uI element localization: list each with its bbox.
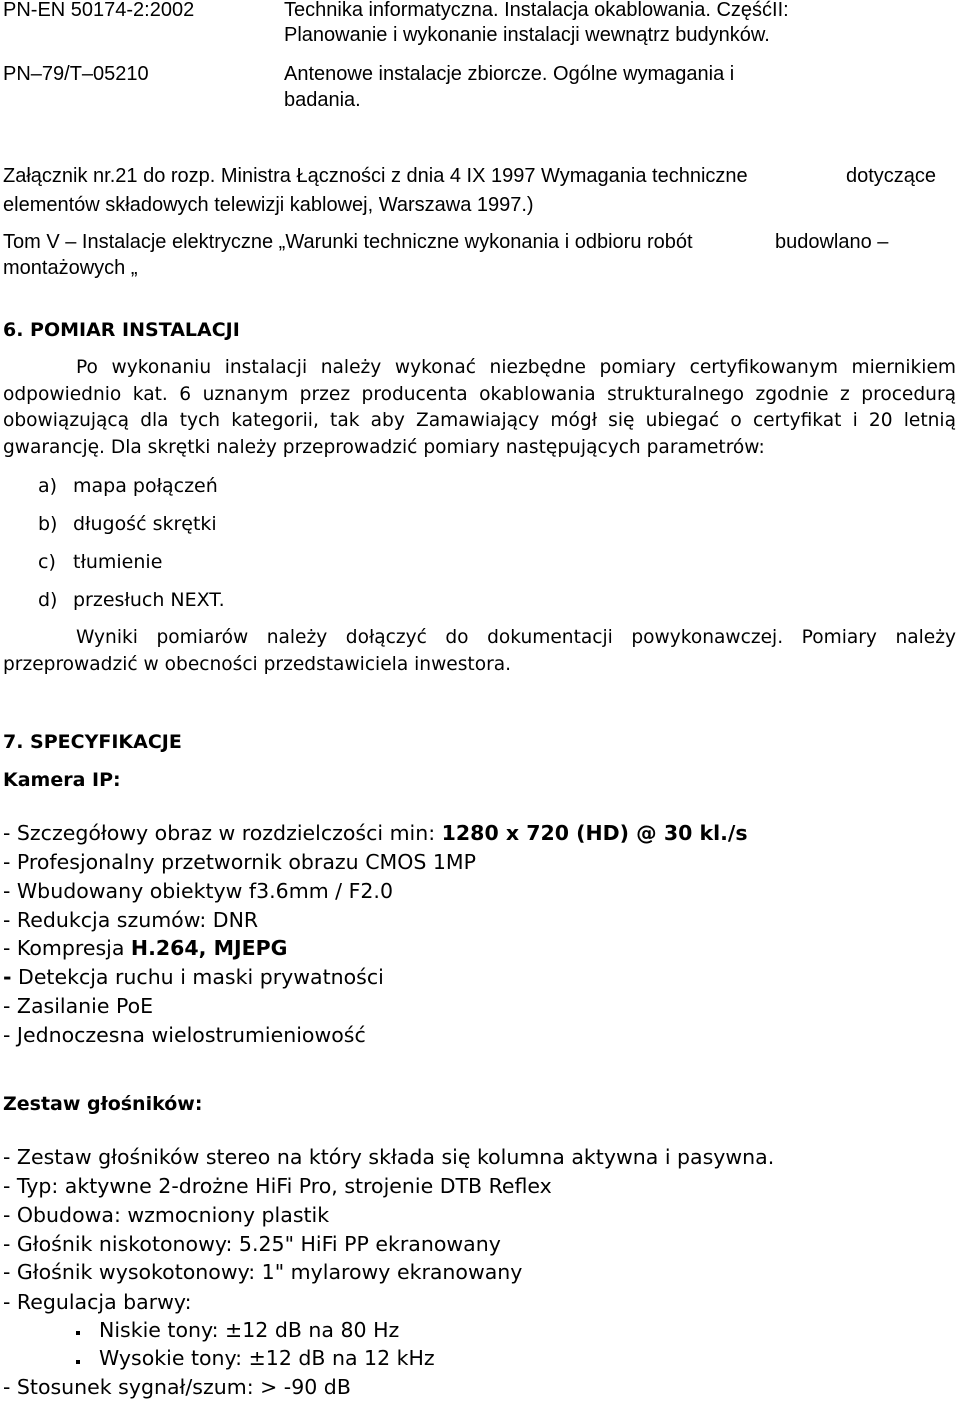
camera-spec-text: - Szczegółowy obraz w rozdzielczości min:: [3, 821, 442, 845]
norm-code-2: PN–79/T–05210: [3, 63, 149, 85]
speakers-spec-enclosure: - Obudowa: wzmocniony plastik: [3, 1203, 330, 1227]
annex-line-2: elementów składowych telewizji kablowej, Warszawa 1997.): [3, 194, 534, 216]
camera-spec-power: - Zasilanie PoE: [3, 994, 154, 1018]
speakers-heading: Zestaw głośników:: [3, 1093, 203, 1115]
camera-spec-dash: -: [3, 965, 12, 989]
list-letter: d): [38, 589, 58, 611]
camera-spec-compression: [3, 934, 287, 963]
list-letter: b): [38, 513, 58, 535]
list-letter: a): [38, 475, 58, 497]
bullet-icon: [76, 1331, 80, 1335]
section-6-closing: Wyniki pomiarów należy dołączyć do dokumentacji powykonawczej. Pomiary należy przeprowadzić w obecności przedstawiciela inwestora.: [3, 627, 956, 675]
camera-spec-bold: H.264, MJEPG: [130, 936, 288, 960]
camera-spec-streams: - Jednoczesna wielostrumieniowość: [3, 1023, 366, 1047]
camera-heading: Kamera IP:: [3, 769, 121, 791]
annex-line-1-right: dotyczące: [846, 165, 937, 187]
list-item: [38, 472, 218, 501]
list-text: mapa połączeń: [73, 475, 218, 497]
norm-title-1-line-2: Planowanie i wykonanie instalacji wewnątrz budynków.: [284, 24, 770, 46]
camera-spec-text: Detekcja ruchu i maski prywatności: [11, 965, 384, 989]
camera-spec-motion: [3, 963, 384, 992]
speakers-spec-type: - Typ: aktywne 2-drożne HiFi Pro, strojenie DTB Reflex: [3, 1174, 552, 1198]
list-text: tłumienie: [73, 551, 163, 573]
norm-title-1-line-1: Technika informatyczna. Instalacja okablowania. CzęśćII:: [284, 0, 789, 21]
tom-line-1: Tom V – Instalacje elektryczne „Warunki techniczne wykonania i odbioru robót: [3, 231, 693, 253]
tom-line-1-right: budowlano –: [775, 231, 889, 253]
list-text: długość skrętki: [73, 513, 217, 535]
speakers-spec-set: - Zestaw głośników stereo na który składa się kolumna aktywna i pasywna.: [3, 1145, 775, 1169]
speakers-spec-woofer: - Głośnik niskotonowy: 5.25" HiFi PP ekranowany: [3, 1232, 501, 1256]
tom-line-2: montażowych „: [3, 257, 138, 279]
norm-title-2-line-2: badania.: [284, 89, 361, 111]
section-6-paragraph: Po wykonaniu instalacji należy wykonać niezbędne pomiary certyfikowanym miernikiem odpowiednio kat. 6 uznanym przez producenta okablowania strukturalnego zgodnie z procedurą obowiązującą dla tych kategorii, tak aby Zamawiający mógł się ubiegać o certyfikat i 20 letnią gwarancję. Dla skrętki należy przeprowadzić pomiary następujących parametrów:: [3, 357, 956, 458]
speakers-spec-treble: Wysokie tony: ±12 dB na 12 kHz: [99, 1346, 435, 1370]
speakers-spec-snr: - Stosunek sygnał/szum: > -90 dB: [3, 1375, 351, 1399]
camera-spec-lens: - Wbudowany obiektyw f3.6mm / F2.0: [3, 879, 393, 903]
list-item: [38, 548, 162, 577]
list-item: [38, 586, 225, 615]
camera-spec-noise: - Redukcja szumów: DNR: [3, 908, 259, 932]
camera-spec-resolution: [3, 819, 748, 848]
section-6-heading: 6. POMIAR INSTALACJI: [3, 319, 240, 341]
speakers-spec-tone: - Regulacja barwy:: [3, 1290, 192, 1314]
annex-line-1: Załącznik nr.21 do rozp. Ministra Łączności z dnia 4 IX 1997 Wymagania techniczne: [3, 165, 748, 187]
speakers-spec-tweeter: - Głośnik wysokotonowy: 1" mylarowy ekranowany: [3, 1260, 523, 1284]
camera-spec-bold: 1280 x 720 (HD) @ 30 kl./s: [441, 821, 748, 845]
norm-title-2-line-1: Antenowe instalacje zbiorcze. Ogólne wymagania i: [284, 63, 735, 85]
bullet-icon: [76, 1360, 80, 1364]
speakers-spec-bass: Niskie tony: ±12 dB na 80 Hz: [99, 1318, 400, 1342]
section-7-heading: 7. SPECYFIKACJE: [3, 731, 182, 753]
list-text: przesłuch NEXT.: [73, 589, 225, 611]
norm-code-1: PN-EN 50174-2:2002: [3, 0, 195, 21]
camera-spec-sensor: - Profesjonalny przetwornik obrazu CMOS 1MP: [3, 850, 476, 874]
camera-spec-text: - Kompresja: [3, 936, 131, 960]
list-letter: c): [38, 551, 56, 573]
list-item: [38, 510, 217, 539]
